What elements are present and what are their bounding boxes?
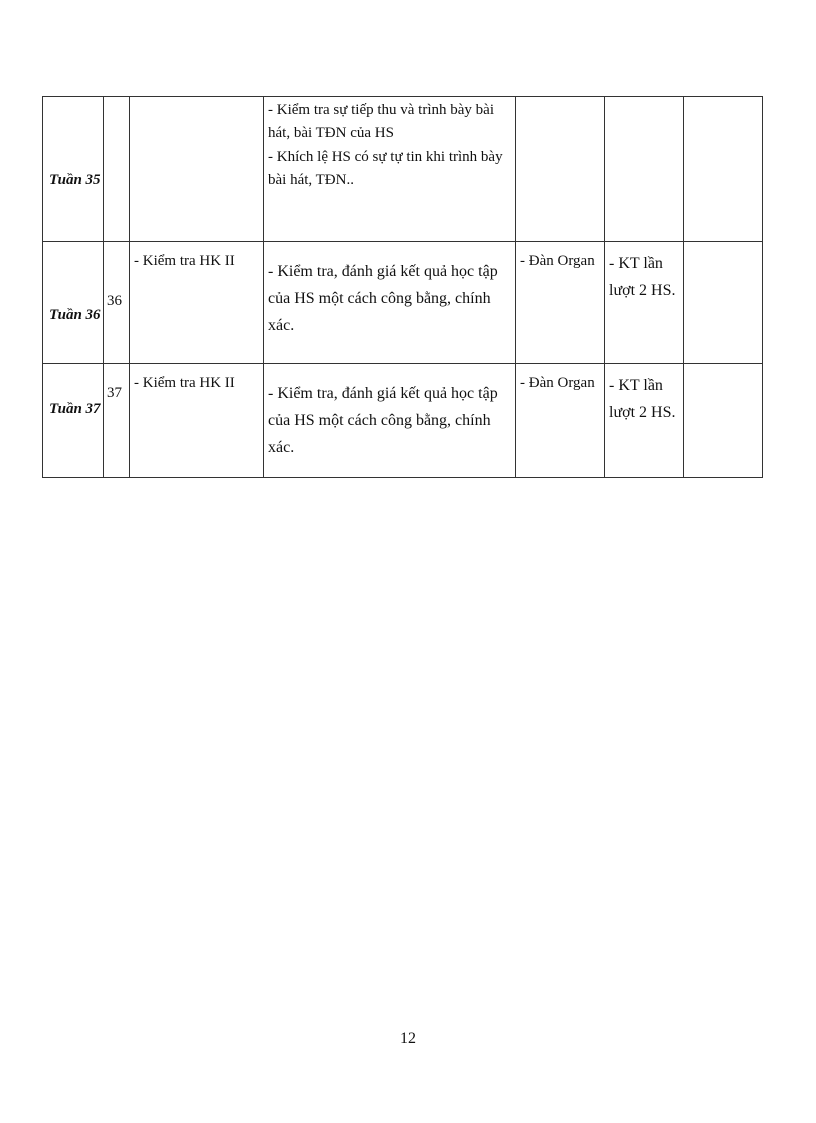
content-cell <box>130 97 264 242</box>
notes-cell <box>684 97 763 242</box>
objective-item: - Kiểm tra sự tiếp thu và trình bày bài hát, bài TĐN của HS <box>268 102 494 142</box>
lesson-number: 37 <box>107 385 122 401</box>
notes-cell <box>684 242 763 364</box>
lesson-number: 36 <box>107 293 122 309</box>
equipment-cell <box>516 364 605 478</box>
objective-item: - Kiểm tra, đánh giá kết quả học tập của HS một cách công bằng, chính xác. <box>268 385 498 457</box>
notes-cell <box>684 364 763 478</box>
content-text: - Kiểm tra HK II <box>134 375 235 391</box>
objectives-cell <box>264 242 516 364</box>
page-number: 12 <box>400 1030 416 1047</box>
method-text: - KT lần lượt 2 HS. <box>609 377 676 422</box>
week-label: Tuần 35 <box>49 172 101 188</box>
method-cell <box>605 242 684 364</box>
method-text: - KT lần lượt 2 HS. <box>609 255 676 300</box>
table-row <box>43 97 763 242</box>
lesson-number-cell <box>104 242 130 364</box>
objective-item: - Kiểm tra, đánh giá kết quả học tập của HS một cách công bằng, chính xác. <box>268 263 498 335</box>
week-label: Tuần 37 <box>49 401 101 417</box>
content-text: - Kiểm tra HK II <box>134 253 235 269</box>
objectives-cell <box>264 364 516 478</box>
objectives-cell <box>264 97 516 242</box>
lesson-number-cell <box>104 97 130 242</box>
table-row <box>43 242 763 364</box>
week-cell <box>43 364 104 478</box>
method-cell <box>605 97 684 242</box>
table-row <box>43 364 763 478</box>
content-cell <box>130 364 264 478</box>
equipment-text: - Đàn Organ <box>520 375 595 391</box>
objective-item: - Khích lệ HS có sự tự tin khi trình bày bài hát, TĐN.. <box>268 148 503 188</box>
equipment-text: - Đàn Organ <box>520 253 595 269</box>
lesson-plan-table <box>42 96 763 478</box>
method-cell <box>605 364 684 478</box>
equipment-cell <box>516 97 605 242</box>
lesson-plan-sheet <box>42 96 762 478</box>
week-cell <box>43 97 104 242</box>
lesson-number-cell <box>104 364 130 478</box>
equipment-cell <box>516 242 605 364</box>
content-cell <box>130 242 264 364</box>
week-cell <box>43 242 104 364</box>
week-label: Tuần 36 <box>49 307 101 323</box>
